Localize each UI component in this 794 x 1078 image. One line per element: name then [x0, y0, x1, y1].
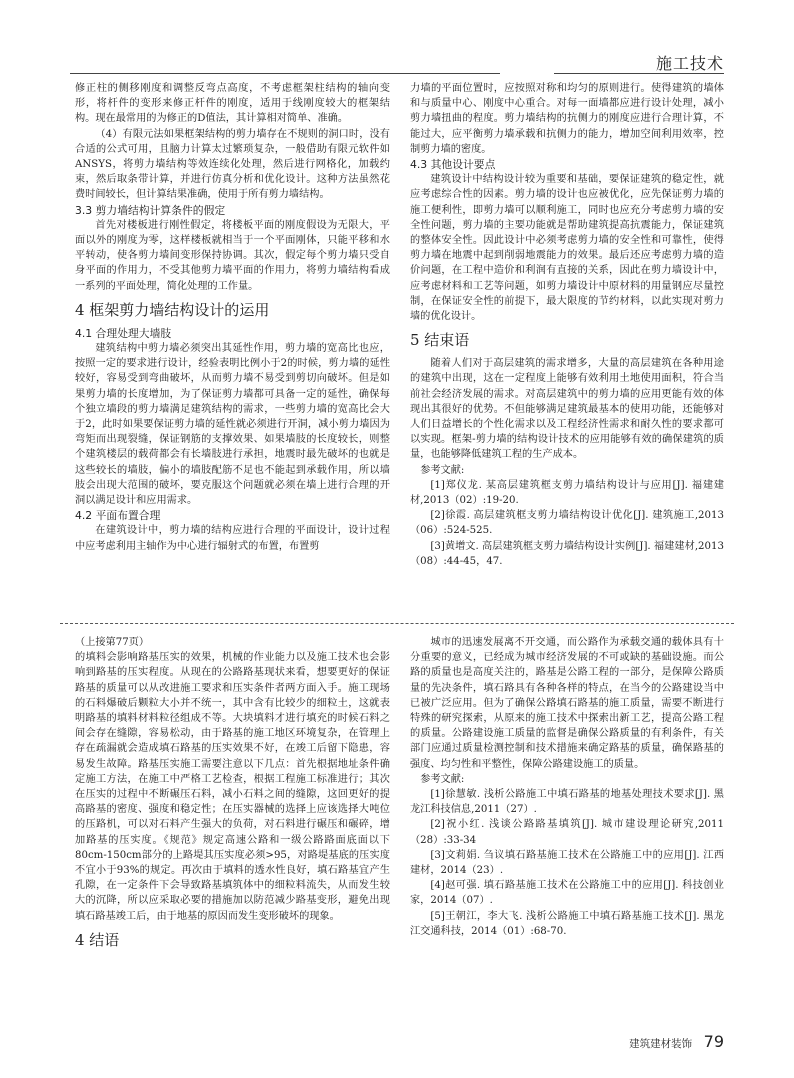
- paragraph: 建筑设计中结构设计较为重要和基础，要保证建筑的稳定性，就应考虑综合性的因素。剪力墙的设计也应被优化，应先保证剪力墙的施工便利性，即剪力墙可以顺利施工，同时也应充分考虑剪力墙的安全性问题，剪力墙的主要功能就是帮助建筑提高抗震能力，保证建筑的整体安全性。因此设计中必须考虑剪力墙的安全性和可靠性，使得剪力墙在地震中起到削弱地震能力的效果。最后还应考虑剪力墙的造价问题，在工程中造价和利润有直接的关系，因此在剪力墙设计中，应考虑材料和工艺等问题，如剪力墙设计中原材料的用量钢应尽量控制，在保证安全性的前提下，最大限度的节约材料，以此实现对剪力墙的优化设计。: [410, 174, 724, 323]
- subsection-heading: 4.2 平面布置合理: [75, 509, 161, 523]
- reference-item: [2]祝小红. 浅谈公路路基填筑[J]. 城市建设理论研究,2011（28）:33-34: [410, 819, 724, 846]
- paragraph: 城市的迅速发展离不开交通，而公路作为承载交通的载体具有十分重要的意义，已经成为城市经济发展的不可或缺的基础设施。而公路的质量也是高度关注的，路基是公路工程的一部分，是保障公路质量的先决条件，填石路具有各种各样的特点，在当今的公路建设当中已被广泛应用。但为了确保公路填石路基的施工质量，需要不断进行特殊的研究探索，从原来的施工技术中探索出新工艺，提高公路工程的质量。公路建设施工质量的监督是确保公路质量的有利条件，有关部门应通过质量检测控制和技术措施来确定路基的质量，确保路基的强度、均匀性和平整性，保障公路建设施工的质量。: [410, 637, 724, 770]
- page-footer: [629, 1032, 724, 1051]
- paragraph: 首先对楼板进行刚性假定，将楼板平面的刚度假设为无限大，平面以外的刚度为零，这样楼板就相当于一个平面刚体，只能平移和水平转动，使各剪力墙间变形保持协调。其次，假定每个剪力墙只受自身平面的作用力，不受其他剪力墙平面的作用力，将剪力墙结构看成一系列的平面处理，简化处理的工作量。: [75, 219, 390, 292]
- references-heading: 参考文献:: [420, 773, 465, 785]
- paragraph: 的填料会影响路基压实的效果，机械的作业能力以及施工技术也会影响到路基的压实程度。从现在的公路路基现状来看，想要更好的保证路基的质量可以从改进施工要求和压实条件者两方面入手。施工现场的石料爆破后颗粒大小并不统一，其中含有比较少的细粒土，这就表明路基的填料材料粒径组成不等。大块填料才进行填充的时候石料之间会存在缝隙，容易松动，由于路基的施工地区环境复杂，在管理上存在疏漏就会造成填石路基的压实效果不好，在竣工后留下隐患，容易发生故障。路基压实施工需要注意以下几点：首先根据地址条件确定施工方法，在施工中严格工艺检查，根据工程施工标准进行；其次在压实的过程中不断碾压石料，减小石料之间的缝隙，这回更好的提高路基的密度、强度和稳定性；在压实器械的选择上应该选择大吨位的压路机，可以对石料产生强大的负荷，对石料进行碾压和碾碎，增加路基的压实度。《规范》规定高速公路和一级公路路面底面以下80cm-150cm部分的上路堤其压实度必须>95，对路堤基底的压实度不宜小于93%的规定。再次由于填料的透水性良好，填石路基宜产生孔隙，在一定条件下会导致路基填筑体中的细粒料流失，从而发生较大的沉降，所以应采取必要的措施加以防范减少路基变形，避免出现填石路基竣工后，由于地基的原因而发生变形破坏的现象。: [75, 652, 390, 922]
- reference-item: [1]郑仪龙. 某高层建筑框支剪力墙结构设计与应用[J]. 福建建材,2013（02）:19-20.: [410, 479, 724, 507]
- paragraph: 修正柱的侧移刚度和调整反弯点高度，不考虑框架柱结构的轴向变形，将杆件的变形来修正杆件的刚度，适用于线刚度较大的框架结构。现在最常用的为修正的D值法，其计算相对简单、准确。: [75, 83, 390, 125]
- column-top-right: [410, 81, 724, 569]
- publication-name: 建筑建材装饰: [629, 1038, 693, 1050]
- reference-item: [3]黄增文. 高层建筑框支剪力墙结构设计实例[J]. 福建建材,2013（08）:44-45，47.: [410, 540, 724, 567]
- paragraph: 建筑结构中剪力墙必须突出其延性作用，剪力墙的宽高比也应，按照一定的要求进行设计，经验表明比例小于2的时候，剪力墙的延性较好，容易受到弯曲破坏，从而剪力墙不易受到剪切向破坏。但是如果剪力墙的长度增加，为了保证剪力墙都可具备一定的延性，确保每个独立墙段的剪力墙满足建筑结构的需求，一些剪力墙的宽高比会大于2，此时如果要保证剪力墙的延性就必须进行开洞，减小剪力墙因为弯矩而出现裂缝，保证钢筋的支撑效果、如果墙肢的长度较长，则整个建筑楼层的载荷都会有长墙肢进行承担，地震时最先破坏的也就是这些较长的墙肢，偏小的墙肢配筋不足也不能起到承载作用，所以墙肢会出现大范围的破坏，要克服这个问题就必须在墙上进行合理的开洞以满足设计和应用需求。: [75, 343, 390, 507]
- section-title: 施工技术: [655, 54, 724, 73]
- column-bottom-left: [75, 635, 390, 956]
- section-heading: 5 结束语: [410, 331, 470, 350]
- column-top-left: [75, 81, 390, 554]
- subsection-heading: 3.3 剪力墙结构计算条件的假定: [75, 203, 226, 217]
- reference-item: [5]王朝江，李大飞. 浅析公路施工中填石路基施工技术[J]. 黑龙江交通科技，2014（01）:68-70.: [410, 910, 724, 937]
- page-number: 79: [703, 1032, 724, 1051]
- column-bottom-right: [410, 635, 724, 939]
- article-divider: [60, 623, 734, 624]
- continuation-note: （上接第77页）: [75, 637, 150, 648]
- reference-item: [2]徐霞. 高层建筑框支剪力墙结构设计优化[J]. 建筑施工,2013（06）:524-525.: [410, 510, 724, 537]
- paragraph: 力墙的平面位置时，应按照对称和均匀的原则进行。使得建筑的墙体和与质量中心、刚度中心重合。对每一面墙都应进行设计处理，减小剪力墙扭曲的程度。剪力墙结构的抗侧力的刚度应进行合理计算，不能过大，应平衡剪力墙承载和抗侧力的能力，增加空间利用效率，控制剪力墙的密度。: [410, 83, 724, 155]
- section-heading: 4 框架剪力墙结构设计的运用: [75, 300, 270, 319]
- section-heading: 4 结语: [75, 930, 120, 949]
- references-heading: 参考文献:: [420, 464, 465, 476]
- paragraph: 在建筑设计中，剪力墙的结构应进行合理的平面设计，设计过程中应考虑利用主轴作为中心进行辐射式的布置，布置剪: [75, 525, 390, 552]
- paragraph: 随着人们对于高层建筑的需求增多，大量的高层建筑在各种用途的建筑中出现，这在一定程度上能够有效利用土地使用面积，符合当前社会经济发展的需求。对高层建筑中的剪力墙的应用更能有效的体现出其很好的优势。不但能够满足建筑最基本的使用功能，还能够对人们日益增长的个性化需求以及工程经济性需求和耐久性的要求都可以实现。框架-剪力墙的结构设计技术的应用能够有效的确保建筑的质量，也能够降低建筑工程的生产成本。: [410, 358, 724, 461]
- header-rule: [70, 73, 500, 74]
- reference-item: [4]赵可强. 填石路基施工技术在公路施工中的应用[J]. 科技创业家，2014（07）.: [410, 880, 724, 907]
- page-header: [70, 0, 724, 80]
- reference-item: [1]徐慧敏. 浅析公路施工中填石路基的地基处理技术要求[J]. 黑龙江科技信息,2011（27）.: [410, 789, 724, 816]
- subsection-heading: 4.1 合理处理大墙肢: [75, 326, 172, 340]
- paragraph: （4）有限元法如果框架结构的剪力墙存在不规则的洞口时，没有合适的公式可用，且脑力计算太过繁琐复杂，一般借助有限元软件如ANSYS，将剪力墙结构等效连续化处理，然后进行网格化，加载约束，然后取条带计算，并进行仿真分析和优化设计。这种方法虽然花费时间较长，但计算结果准确，使用于所有剪力墙结构。: [75, 128, 390, 201]
- reference-item: [3]文莉娟. 刍议填石路基施工技术在公路施工中的应用[J]. 江西建材，2014（23）.: [410, 849, 724, 877]
- subsection-heading: 4.3 其他设计要点: [410, 158, 496, 172]
